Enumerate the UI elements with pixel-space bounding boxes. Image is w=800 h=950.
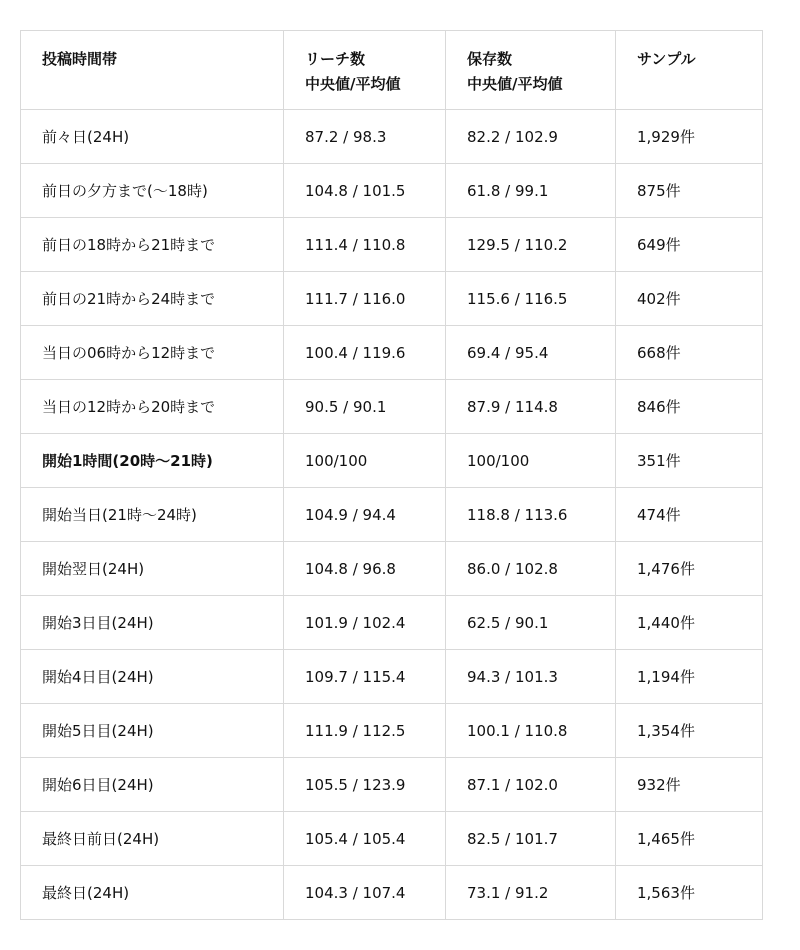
cell-reach: 101.9 / 102.4 [284,596,446,650]
cell-sample: 1,929件 [616,110,763,164]
cell-sample: 1,354件 [616,704,763,758]
cell-sample: 846件 [616,380,763,434]
cell-sample: 351件 [616,434,763,488]
cell-saves: 115.6 / 116.5 [446,272,616,326]
cell-sample: 1,563件 [616,866,763,920]
cell-posting-time: 開始6日目(24H) [21,758,284,812]
cell-saves: 94.3 / 101.3 [446,650,616,704]
cell-saves: 87.9 / 114.8 [446,380,616,434]
table-row [21,326,763,380]
cell-posting-time: 前日の18時から21時まで [21,218,284,272]
cell-sample: 875件 [616,164,763,218]
cell-sample: 932件 [616,758,763,812]
header-posting-time [21,31,284,110]
cell-saves: 87.1 / 102.0 [446,758,616,812]
table-row [21,596,763,650]
cell-posting-time: 最終日(24H) [21,866,284,920]
cell-saves: 100.1 / 110.8 [446,704,616,758]
table-row [21,812,763,866]
table-row [21,272,763,326]
cell-saves: 100/100 [446,434,616,488]
cell-saves: 62.5 / 90.1 [446,596,616,650]
table-row [21,164,763,218]
posting-time-table-container [20,30,762,920]
header-reach-label: リーチ数 [305,50,366,68]
table-row [21,110,763,164]
cell-reach: 104.9 / 94.4 [284,488,446,542]
header-saves [446,31,616,110]
cell-posting-time: 開始5日目(24H) [21,704,284,758]
table-header [21,31,763,110]
cell-reach: 111.4 / 110.8 [284,218,446,272]
cell-posting-time: 最終日前日(24H) [21,812,284,866]
cell-saves: 82.2 / 102.9 [446,110,616,164]
header-sample [616,31,763,110]
cell-sample: 649件 [616,218,763,272]
table-row [21,434,763,488]
cell-posting-time: 前日の夕方まで(〜18時) [21,164,284,218]
cell-posting-time: 開始1時間(20時〜21時) [21,434,284,488]
header-reach [284,31,446,110]
cell-sample: 1,440件 [616,596,763,650]
cell-reach: 104.3 / 107.4 [284,866,446,920]
table-body [21,110,763,920]
cell-sample: 474件 [616,488,763,542]
cell-sample: 668件 [616,326,763,380]
cell-reach: 104.8 / 101.5 [284,164,446,218]
cell-reach: 105.4 / 105.4 [284,812,446,866]
cell-reach: 100/100 [284,434,446,488]
cell-reach: 90.5 / 90.1 [284,380,446,434]
cell-posting-time: 前日の21時から24時まで [21,272,284,326]
table-row [21,866,763,920]
header-row [21,31,763,110]
cell-saves: 69.4 / 95.4 [446,326,616,380]
cell-saves: 82.5 / 101.7 [446,812,616,866]
cell-posting-time: 当日の06時から12時まで [21,326,284,380]
table-row [21,218,763,272]
cell-sample: 402件 [616,272,763,326]
table-row [21,542,763,596]
posting-time-table [20,30,763,920]
table-row [21,488,763,542]
cell-saves: 118.8 / 113.6 [446,488,616,542]
header-saves-label: 保存数 [467,50,513,68]
header-sample-label: サンプル [637,50,696,68]
cell-saves: 129.5 / 110.2 [446,218,616,272]
cell-reach: 109.7 / 115.4 [284,650,446,704]
table-row [21,704,763,758]
cell-reach: 87.2 / 98.3 [284,110,446,164]
cell-saves: 86.0 / 102.8 [446,542,616,596]
cell-reach: 104.8 / 96.8 [284,542,446,596]
cell-reach: 100.4 / 119.6 [284,326,446,380]
cell-posting-time: 開始4日目(24H) [21,650,284,704]
header-reach-sublabel: 中央値/平均値 [305,75,401,93]
cell-sample: 1,194件 [616,650,763,704]
cell-posting-time: 前々日(24H) [21,110,284,164]
cell-reach: 105.5 / 123.9 [284,758,446,812]
cell-reach: 111.9 / 112.5 [284,704,446,758]
cell-posting-time: 当日の12時から20時まで [21,380,284,434]
cell-sample: 1,465件 [616,812,763,866]
cell-posting-time: 開始当日(21時〜24時) [21,488,284,542]
cell-posting-time: 開始3日目(24H) [21,596,284,650]
header-posting-time-label: 投稿時間帯 [42,50,118,68]
cell-posting-time: 開始翌日(24H) [21,542,284,596]
table-row [21,758,763,812]
cell-sample: 1,476件 [616,542,763,596]
cell-saves: 73.1 / 91.2 [446,866,616,920]
header-saves-sublabel: 中央値/平均値 [467,75,563,93]
table-row [21,650,763,704]
table-row [21,380,763,434]
cell-reach: 111.7 / 116.0 [284,272,446,326]
cell-saves: 61.8 / 99.1 [446,164,616,218]
